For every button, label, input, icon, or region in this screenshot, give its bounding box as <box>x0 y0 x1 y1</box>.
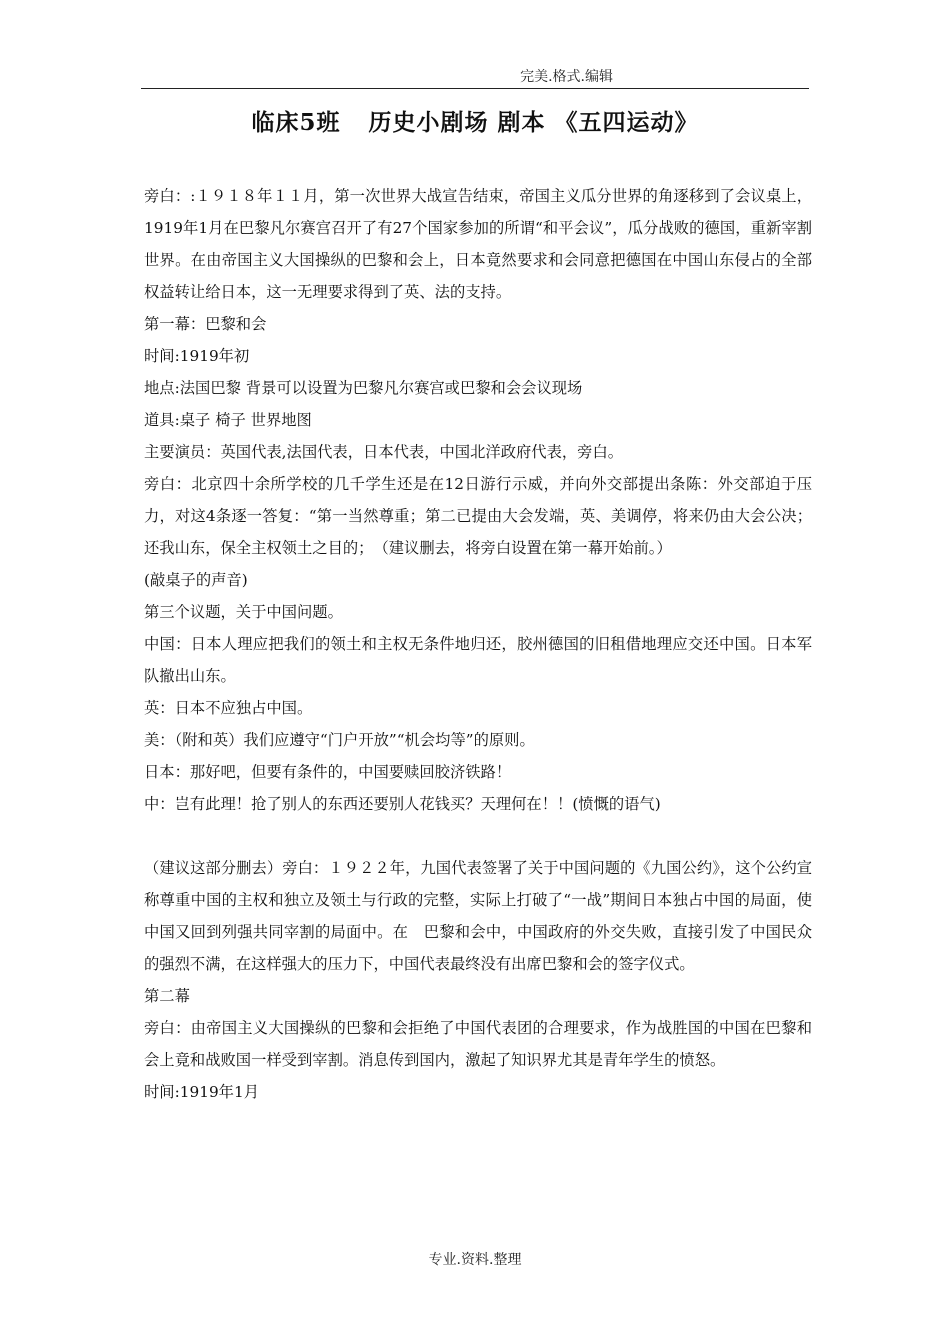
paragraph-china-line: 中国：日本人理应把我们的领土和主权无条件地归还，胶州德国的旧租借地理应交还中国。日本军队撤出山东。 <box>144 635 812 685</box>
paragraph-narration-4: 旁白：由帝国主义大国操纵的巴黎和会拒绝了中国代表团的合理要求，作为战胜国的中国在巴黎和会上竟和战败国一样受到宰割。消息传到国内，激起了知识界尤其是青年学生的愤怒。 <box>144 1019 812 1069</box>
paragraph-time: 时间:1919年初 <box>144 347 250 365</box>
paragraph-agenda: 第三个议题，关于中国问题。 <box>144 603 343 621</box>
paragraph-blank <box>144 820 812 852</box>
document-title <box>0 104 950 137</box>
paragraph-cast: 主要演员：英国代表,法国代表，日本代表，中国北洋政府代表，旁白。 <box>144 443 624 461</box>
paragraph-narration-2: 旁白：北京四十余所学校的几千学生还是在12日游行示威，并向外交部提出条陈：外交部迫于压力，对这4条逐一答复：“第一当然尊重；第二已提由大会发端，英、美调停，将来仍由大会公决；还我山东，保全主权领土之目的； （建议删去，将旁白设置在第一幕开始前。） <box>144 475 812 557</box>
title-play-name: 历史小剧场 剧本 《五四运动》 <box>368 109 699 136</box>
paragraph-narration-3: （建议这部分删去）旁白：１９２２年，九国代表签署了关于中国问题的《九国公约》，这个公约宣称尊重中国的主权和独立及领土与行政的完整，实际上打破了“一战”期间日本独占中国的局面，使中国又回到列强共同宰割的局面中。在 巴黎和会中，中国政府的外交失败，直接引发了中国民众的强烈不满，在这样强大的压力下，中国代表最终没有出席巴黎和会的签字仪式。 <box>144 859 812 973</box>
paragraph-stage-direction: (敲桌子的声音) <box>144 571 248 589</box>
paragraph-act-1-heading: 第一幕：巴黎和会 <box>144 315 267 333</box>
page-footer: 专业.资料.整理 <box>428 1252 522 1268</box>
paragraph-location: 地点:法国巴黎 背景可以设置为巴黎凡尔赛宫或巴黎和会会议现场 <box>144 379 583 397</box>
paragraph-uk-line: 英：日本不应独占中国。 <box>144 699 313 717</box>
paragraph-china-reply: 中：岂有此理！抢了别人的东西还要别人花钱买？天理何在！！(愤慨的语气) <box>144 795 661 813</box>
paragraph-props: 道具:桌子 椅子 世界地图 <box>144 411 312 429</box>
paragraph-act-2-heading: 第二幕 <box>144 987 190 1005</box>
paragraph-narration-1: 旁白：:１９１８年１１月，第一次世界大战宣告结束，帝国主义瓜分世界的角逐移到了会议桌上，1919年1月在巴黎凡尔赛宫召开了有27个国家参加的所谓“和平会议”，瓜分战败的德国，重新宰割世界。在由帝国主义大国操纵的巴黎和会上，日本竟然要求和会同意把德国在中国山东侵占的全部权益转让给日本，这一无理要求得到了英、法的支持。 <box>144 187 812 301</box>
script-body <box>144 180 812 1108</box>
paragraph-japan-line: 日本：那好吧，但要有条件的，中国要赎回胶济铁路！ <box>144 763 512 781</box>
paragraph-time-2: 时间:1919年1月 <box>144 1083 260 1101</box>
paragraph-us-line: 美：（附和英）我们应遵守“门户开放”“机会均等”的原则。 <box>144 731 535 749</box>
header-rule <box>141 88 809 89</box>
title-class-name: 临床5班 <box>251 109 341 136</box>
page-header: 完美.格式.编辑 <box>520 69 613 85</box>
